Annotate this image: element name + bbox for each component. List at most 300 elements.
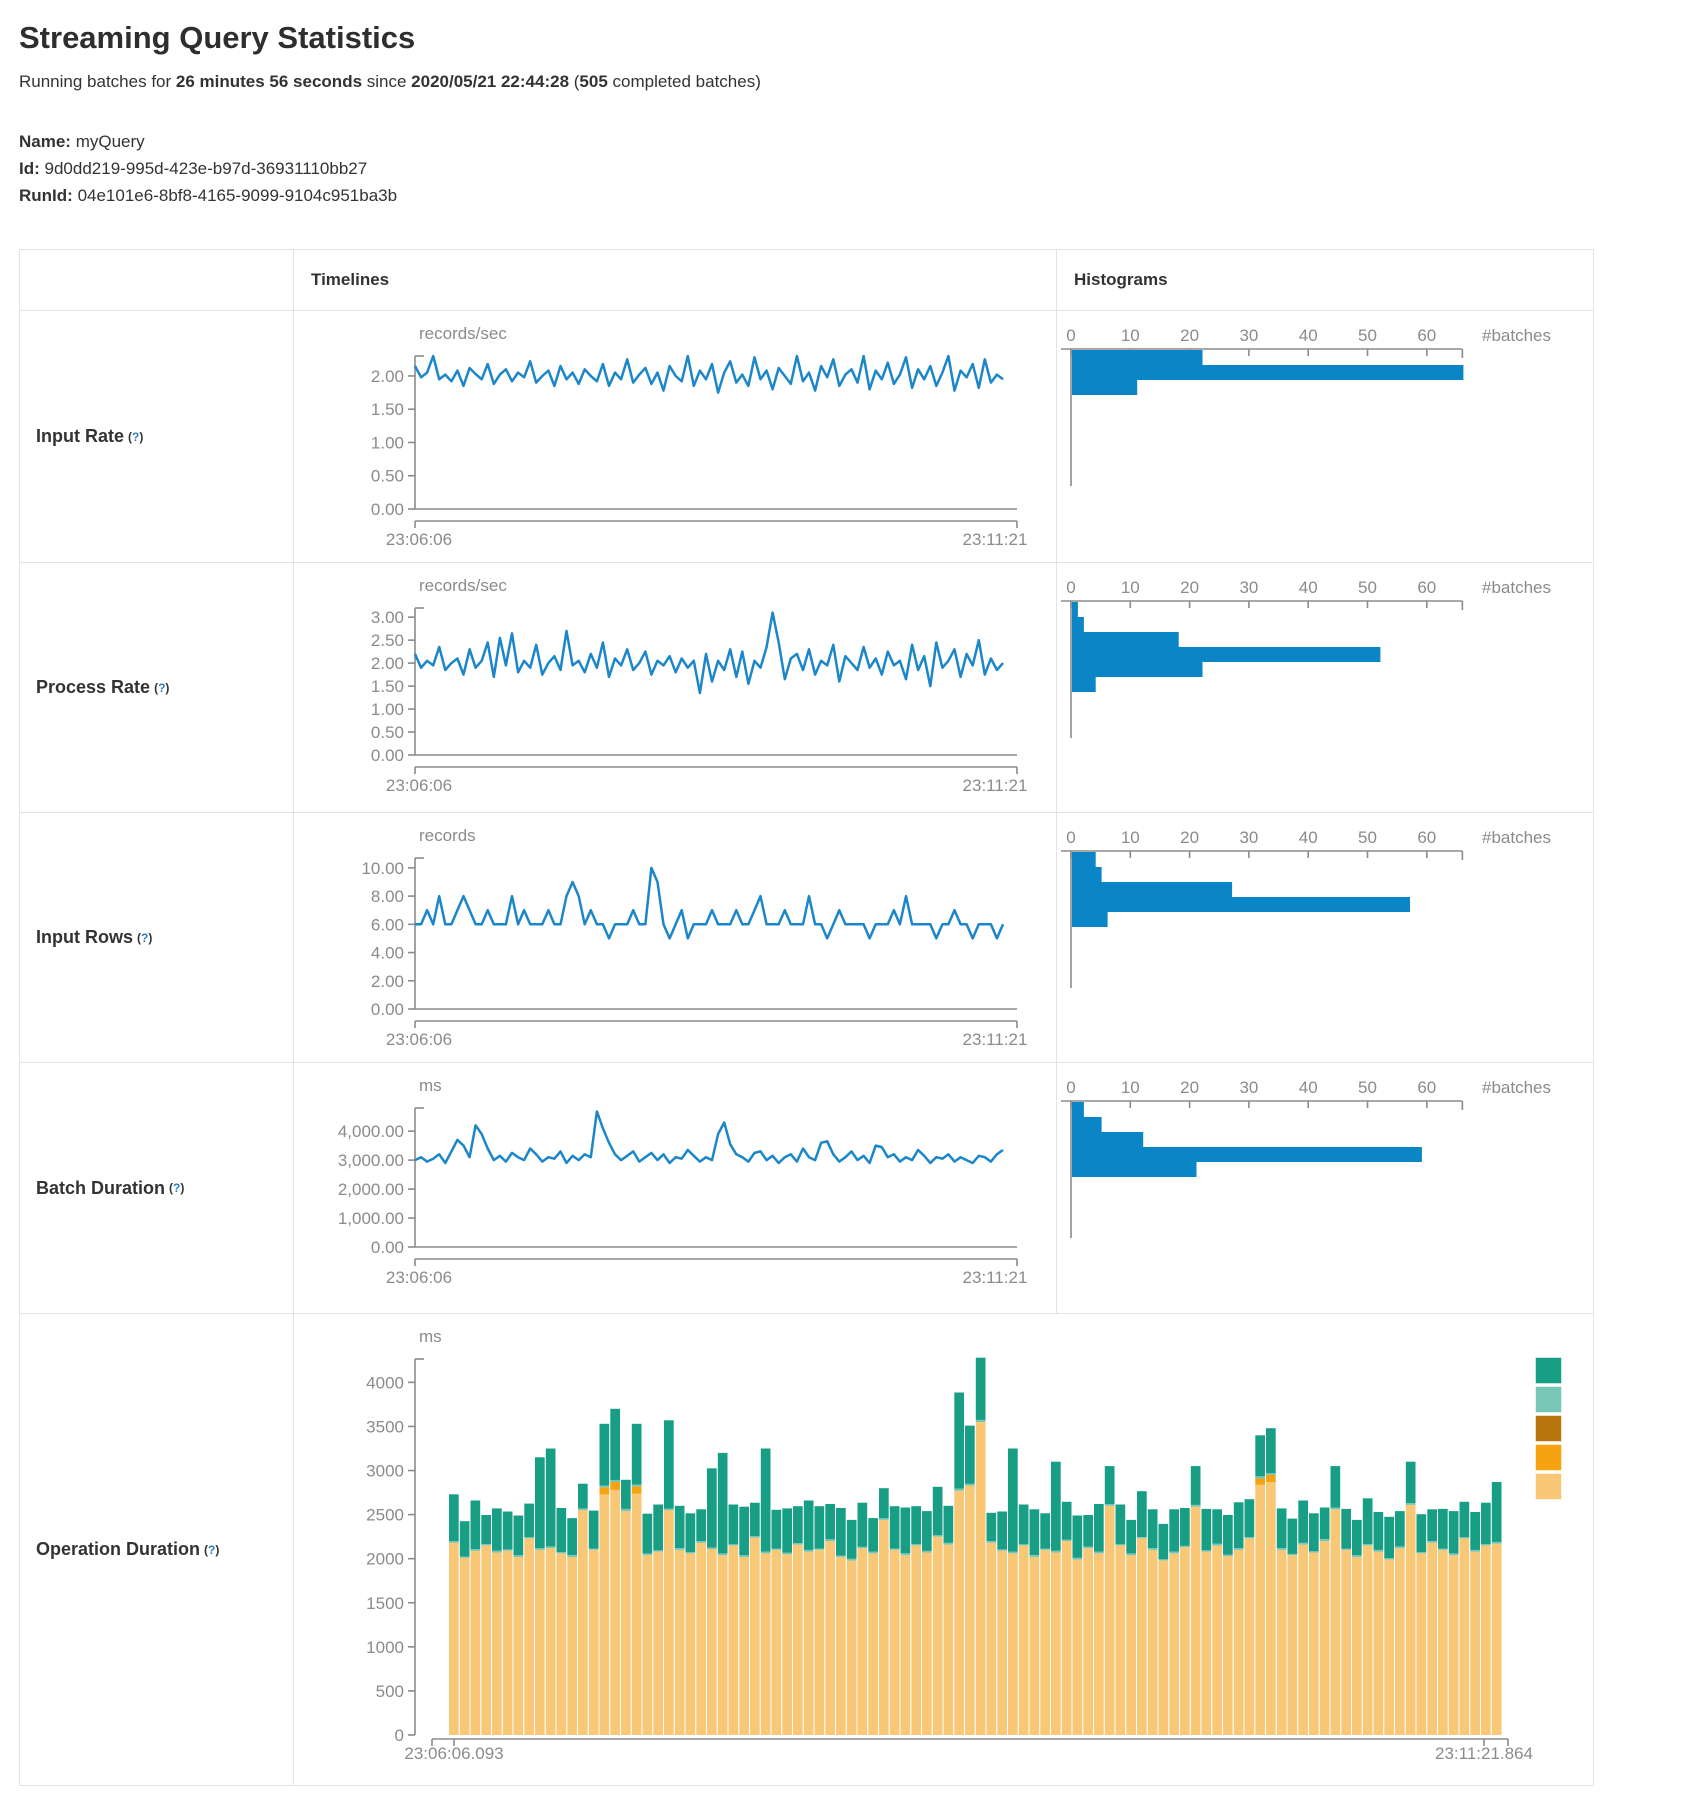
input-rate-timeline-chart — [294, 311, 1056, 562]
stacked-bar-segment — [922, 1511, 932, 1551]
stacked-bar-segment — [1331, 1509, 1341, 1735]
stacked-bar-segment — [492, 1551, 502, 1553]
svg-text:2.50: 2.50 — [370, 631, 404, 651]
svg-text:#batches: #batches — [1482, 828, 1551, 847]
stacked-bar-segment — [1255, 1479, 1265, 1485]
stacked-bar-segment — [1051, 1462, 1061, 1551]
timeline-line — [415, 356, 1003, 393]
stacked-bar-segment — [901, 1555, 911, 1735]
stacked-bar-segment — [1148, 1509, 1158, 1548]
stacked-bar-segment — [1051, 1551, 1061, 1553]
stacked-bar-segment — [449, 1543, 459, 1735]
stacked-bar-segment — [1427, 1543, 1437, 1735]
svg-text:records/sec: records/sec — [419, 324, 507, 343]
stacked-bar-segment — [1395, 1546, 1405, 1548]
stacked-bar-segment — [847, 1560, 857, 1735]
query-runid-label: RunId: — [19, 186, 73, 205]
stacked-bar-segment — [1266, 1473, 1276, 1475]
svg-text:0: 0 — [394, 1726, 404, 1745]
stacked-bar-segment — [610, 1482, 620, 1490]
stacked-bar-segment — [1137, 1491, 1147, 1537]
stacked-bar-segment — [836, 1508, 846, 1556]
stacked-bar-segment — [514, 1557, 524, 1735]
stacked-bar-segment — [944, 1543, 954, 1545]
stacked-bar-segment — [1212, 1509, 1222, 1543]
svg-text:60: 60 — [1417, 578, 1437, 597]
stacked-bar-segment — [1169, 1553, 1179, 1735]
stacked-bar-segment — [653, 1552, 663, 1735]
stacked-bar-segment — [589, 1550, 599, 1735]
stacked-bar-segment — [739, 1555, 749, 1557]
stacked-bar-segment — [1363, 1544, 1373, 1545]
stacked-bar-segment — [481, 1546, 491, 1736]
svg-text:0.00: 0.00 — [370, 746, 404, 765]
stacked-bar-segment — [1438, 1549, 1448, 1550]
batches-open: ( — [569, 72, 580, 91]
batch-duration-timeline-chart — [294, 1063, 1056, 1313]
svg-text:30: 30 — [1239, 828, 1259, 847]
query-name-line — [19, 128, 1693, 155]
svg-text:23:06:06: 23:06:06 — [385, 1268, 453, 1287]
svg-text:50: 50 — [1358, 326, 1377, 345]
stacked-bar-segment — [1341, 1550, 1351, 1735]
stacked-bar-segment — [1212, 1544, 1222, 1546]
stacked-bar-segment — [1331, 1466, 1341, 1507]
stacked-bar-segment — [1105, 1504, 1115, 1506]
svg-text:0: 0 — [1066, 828, 1076, 847]
svg-text:2.00: 2.00 — [370, 366, 404, 386]
stacked-bar-segment — [1040, 1549, 1050, 1550]
histogram-bar — [1072, 632, 1179, 647]
stacked-bar-segment — [1341, 1509, 1351, 1549]
stacked-bar-segment — [1202, 1509, 1212, 1550]
stacked-bar-segment — [976, 1358, 986, 1420]
stacked-bar-segment — [1288, 1555, 1298, 1735]
stacked-bar-segment — [815, 1549, 825, 1550]
stacked-bar-segment — [1030, 1555, 1040, 1557]
stacked-bar-segment — [1105, 1506, 1115, 1735]
stacked-bar-segment — [793, 1543, 803, 1544]
stacked-bar-segment — [922, 1551, 932, 1553]
stacked-bar-segment — [858, 1548, 868, 1735]
svg-text:60: 60 — [1417, 326, 1437, 345]
stacked-bar-segment — [1438, 1550, 1448, 1735]
svg-text:2000: 2000 — [366, 1549, 404, 1569]
stacked-bar-segment — [546, 1449, 556, 1547]
stacked-bar-segment — [1202, 1550, 1212, 1551]
stacked-bar-segment — [997, 1512, 1007, 1550]
stacked-bar-segment — [911, 1546, 921, 1736]
histogram-bar — [1072, 1162, 1197, 1177]
stacked-bar-segment — [922, 1553, 932, 1736]
stacked-bar-segment — [600, 1486, 610, 1488]
stacked-bar-segment — [653, 1550, 663, 1551]
histogram-bar — [1072, 647, 1380, 662]
timeline-line — [415, 1112, 1003, 1164]
stacked-bar-segment — [1417, 1553, 1427, 1735]
column-header-empty — [20, 250, 293, 310]
stacked-bar-segment — [1116, 1546, 1126, 1736]
svg-text:3.00: 3.00 — [370, 608, 404, 628]
stacked-bar-segment — [1331, 1508, 1341, 1510]
stacked-bar-segment — [471, 1551, 481, 1735]
stacked-bar-segment — [1159, 1524, 1169, 1559]
stacked-bar-segment — [1470, 1550, 1480, 1552]
timeline-line — [415, 868, 1003, 939]
svg-text:60: 60 — [1417, 828, 1437, 847]
stacked-bar-segment — [997, 1549, 1007, 1550]
legend-swatch — [1535, 1357, 1562, 1384]
stacked-bar-segment — [718, 1453, 728, 1554]
stacked-bar-segment — [1374, 1552, 1384, 1735]
svg-text:0: 0 — [1066, 326, 1076, 345]
stacked-bar-segment — [1008, 1552, 1018, 1554]
metric-label-input-rate: Input Rate (?) — [20, 310, 293, 562]
stacked-bar-segment — [1492, 1544, 1502, 1735]
stacked-bar-segment — [804, 1501, 814, 1550]
stacked-bar-segment — [578, 1510, 588, 1735]
stacked-bar-segment — [675, 1506, 685, 1548]
stacked-bar-segment — [847, 1559, 857, 1561]
stacked-bar-segment — [567, 1518, 577, 1555]
stacked-bar-segment — [836, 1557, 846, 1735]
stacked-bar-segment — [610, 1490, 620, 1735]
svg-text:records/sec: records/sec — [419, 576, 507, 595]
svg-text:1.50: 1.50 — [370, 677, 404, 697]
svg-text:23:06:06: 23:06:06 — [385, 1030, 453, 1049]
stacked-bar-segment — [1073, 1558, 1083, 1560]
running-duration: 26 minutes 56 seconds — [175, 72, 363, 91]
svg-text:0.00: 0.00 — [370, 1000, 404, 1019]
stacked-bar-segment — [557, 1553, 567, 1735]
stacked-bar-segment — [1245, 1538, 1255, 1735]
help-icon-process-rate[interactable]: (?) — [154, 680, 170, 695]
stacked-bar-segment — [535, 1457, 545, 1548]
stacked-bar-segment — [1363, 1498, 1373, 1544]
stacked-bar-segment — [1374, 1512, 1384, 1550]
stacked-bar-segment — [1245, 1537, 1255, 1538]
query-id-line — [19, 155, 1693, 182]
process-rate-timeline-cell — [293, 562, 1056, 812]
svg-text:0.00: 0.00 — [370, 500, 404, 519]
stacked-bar-segment — [1019, 1546, 1029, 1736]
svg-text:40: 40 — [1298, 1078, 1318, 1097]
svg-text:1500: 1500 — [366, 1593, 404, 1613]
stacked-bar-segment — [1040, 1513, 1050, 1548]
stacked-bar-segment — [868, 1553, 878, 1735]
stacked-bar-segment — [1105, 1466, 1115, 1504]
stacked-bar-segment — [987, 1513, 997, 1541]
stacked-bar-segment — [524, 1504, 534, 1538]
svg-text:20: 20 — [1180, 828, 1200, 847]
stacked-bar-segment — [1008, 1553, 1018, 1735]
svg-text:4,000.00: 4,000.00 — [337, 1122, 404, 1142]
stacked-bar-segment — [965, 1486, 975, 1736]
stacked-bar-segment — [1245, 1499, 1255, 1537]
histogram-bar — [1072, 852, 1096, 867]
svg-text:6.00: 6.00 — [370, 915, 404, 935]
svg-text:2.00: 2.00 — [370, 654, 404, 674]
stacked-bar-segment — [954, 1393, 964, 1489]
start-time: 2020/05/21 22:44:28 — [411, 72, 570, 91]
stacked-bar-segment — [1073, 1516, 1083, 1558]
stacked-bar-segment — [987, 1543, 997, 1735]
stacked-bar-segment — [696, 1509, 706, 1541]
stacked-bar-segment — [890, 1549, 900, 1550]
stacked-bar-segment — [718, 1553, 728, 1555]
stacked-bar-segment — [643, 1514, 653, 1554]
stacked-bar-segment — [868, 1518, 878, 1552]
stacked-bar-segment — [772, 1510, 782, 1549]
query-meta — [19, 128, 1693, 209]
stacked-bar-segment — [492, 1553, 502, 1736]
stacked-bar-segment — [503, 1512, 513, 1550]
stacked-bar-segment — [1212, 1546, 1222, 1736]
column-header-timelines: Timelines — [293, 250, 1056, 310]
stacked-bar-segment — [1180, 1508, 1190, 1546]
stacked-bar-segment — [1320, 1541, 1330, 1735]
histogram-bar — [1072, 867, 1102, 882]
stacked-bar-segment — [944, 1506, 954, 1543]
since-word: since — [362, 72, 412, 91]
stacked-bar-segment — [632, 1486, 642, 1493]
stacked-bar-segment — [514, 1516, 524, 1556]
histogram-bar — [1072, 1117, 1102, 1132]
stacked-bar-segment — [825, 1541, 835, 1735]
stacked-bar-segment — [1255, 1485, 1265, 1735]
stacked-bar-segment — [868, 1552, 878, 1554]
stacked-bar-segment — [782, 1508, 792, 1552]
stacked-bar-segment — [524, 1537, 534, 1538]
stacked-bar-segment — [954, 1489, 964, 1491]
stacked-bar-segment — [707, 1549, 717, 1735]
stacked-bar-segment — [1008, 1449, 1018, 1552]
svg-text:10: 10 — [1120, 578, 1140, 597]
svg-text:23:11:21: 23:11:21 — [962, 1030, 1028, 1049]
stacked-bar-segment — [578, 1484, 588, 1509]
stacked-bar-segment — [1159, 1560, 1169, 1735]
stacked-bar-segment — [879, 1520, 889, 1735]
stacked-bar-segment — [954, 1491, 964, 1735]
stacked-bar-segment — [1427, 1509, 1437, 1541]
stacked-bar-segment — [1481, 1546, 1491, 1736]
legend-swatch — [1535, 1415, 1562, 1442]
stacked-bar-segment — [1137, 1538, 1147, 1735]
svg-text:50: 50 — [1358, 578, 1377, 597]
query-name-label: Name: — [19, 132, 71, 151]
stacked-bar-segment — [1449, 1553, 1459, 1555]
stacked-bar-segment — [944, 1545, 954, 1735]
stacked-bar-segment — [901, 1553, 911, 1555]
operation-duration-stacked-chart — [294, 1314, 1593, 1785]
histogram-bar — [1072, 1132, 1143, 1147]
stacked-bar-segment — [1083, 1515, 1093, 1547]
stacked-bar-segment — [1094, 1552, 1104, 1554]
histogram-bar — [1072, 882, 1232, 897]
stacked-bar-segment — [1417, 1514, 1427, 1552]
stacked-bar-segment — [696, 1543, 706, 1735]
stacked-bar-segment — [481, 1515, 491, 1544]
metric-label-input-rows: Input Rows (?) — [20, 812, 293, 1062]
stacked-bar-segment — [686, 1553, 696, 1735]
stacked-bar-segment — [546, 1548, 556, 1735]
stacked-bar-segment — [600, 1424, 610, 1486]
stacked-bar-segment — [621, 1509, 631, 1511]
stacked-bar-segment — [1320, 1539, 1330, 1541]
svg-text:10: 10 — [1120, 828, 1140, 847]
metric-label-batch-duration: Batch Duration (?) — [20, 1062, 293, 1313]
svg-text:#batches: #batches — [1482, 1078, 1551, 1097]
process-rate-histogram-cell — [1056, 562, 1593, 812]
stacked-bar-segment — [750, 1536, 760, 1537]
stacked-bar-segment — [858, 1547, 868, 1548]
svg-text:3,000.00: 3,000.00 — [337, 1151, 404, 1171]
svg-text:ms: ms — [419, 1327, 442, 1346]
stacked-bar-segment — [976, 1422, 986, 1735]
stacked-bar-segment — [1062, 1502, 1072, 1540]
stacked-bar-segment — [600, 1487, 610, 1494]
stacked-bar-segment — [761, 1553, 771, 1735]
stacked-bar-segment — [503, 1549, 513, 1550]
stacked-bar-segment — [1191, 1507, 1201, 1735]
stacked-bar-segment — [825, 1504, 835, 1539]
stacked-bar-segment — [997, 1551, 1007, 1735]
svg-text:2,000.00: 2,000.00 — [337, 1180, 404, 1200]
stacked-bar-segment — [1352, 1520, 1362, 1555]
stacked-bar-segment — [1019, 1544, 1029, 1545]
svg-text:30: 30 — [1239, 1078, 1259, 1097]
histogram-bar — [1072, 1102, 1084, 1117]
help-icon-input-rows[interactable]: (?) — [137, 930, 153, 945]
svg-text:8.00: 8.00 — [370, 887, 404, 907]
stacked-bar-segment — [546, 1546, 556, 1548]
stacked-bar-segment — [1148, 1548, 1158, 1550]
stacked-bar-segment — [1481, 1544, 1491, 1545]
stacked-bar-segment — [1481, 1503, 1491, 1544]
stacked-bar-segment — [1051, 1553, 1061, 1736]
stacked-bar-segment — [1030, 1509, 1040, 1555]
stacked-bar-segment — [911, 1544, 921, 1545]
stacked-bar-segment — [1417, 1552, 1427, 1553]
query-id-value: 9d0dd219-995d-423e-b97d-36931110bb27 — [44, 159, 368, 178]
stacked-bar-segment — [653, 1505, 663, 1551]
histogram-bar — [1072, 602, 1078, 617]
help-icon-batch-duration[interactable]: (?) — [169, 1181, 185, 1195]
stacked-bar-segment — [1492, 1542, 1502, 1544]
stacked-bar-segment — [600, 1494, 610, 1735]
svg-text:4.00: 4.00 — [370, 943, 404, 963]
stacked-bar-segment — [1223, 1555, 1233, 1556]
stacked-bar-segment — [847, 1520, 857, 1559]
stacked-bar-segment — [621, 1480, 631, 1509]
input-rows-timeline-chart — [294, 813, 1056, 1062]
stacked-bar-segment — [804, 1552, 814, 1735]
histogram-bar — [1072, 662, 1203, 677]
stacked-bar-segment — [578, 1508, 588, 1510]
stacked-bar-segment — [987, 1541, 997, 1543]
stacked-bar-segment — [933, 1487, 943, 1536]
stacked-bar-segment — [1116, 1505, 1126, 1545]
stacked-bar-segment — [1320, 1508, 1330, 1540]
stacked-bar-segment — [879, 1518, 889, 1520]
svg-text:40: 40 — [1298, 828, 1318, 847]
stacked-bar-segment — [664, 1510, 674, 1735]
batch-duration-timeline-cell — [293, 1062, 1056, 1313]
running-prefix: Running batches for — [19, 72, 176, 91]
svg-text:23:06:06: 23:06:06 — [385, 530, 453, 549]
batch-duration-histogram-cell — [1056, 1062, 1593, 1313]
svg-text:2.00: 2.00 — [370, 971, 404, 991]
timeline-line — [415, 613, 1003, 693]
completed-batches-count: 505 — [579, 72, 608, 91]
svg-text:10: 10 — [1120, 326, 1140, 345]
svg-text:23:11:21: 23:11:21 — [962, 1268, 1028, 1287]
stacked-bar-segment — [1180, 1546, 1190, 1547]
stacked-bar-segment — [965, 1484, 975, 1486]
stacked-bar-segment — [782, 1554, 792, 1735]
stacked-bar-segment — [1126, 1555, 1136, 1735]
help-icon-operation-duration[interactable]: (?) — [204, 1542, 220, 1557]
stacked-bar-segment — [1470, 1512, 1480, 1550]
stacked-bar-segment — [836, 1556, 846, 1557]
operation-duration-cell — [293, 1313, 1593, 1785]
stacked-bar-segment — [1352, 1557, 1362, 1735]
stacked-bar-segment — [1406, 1503, 1416, 1505]
stacked-bar-segment — [1223, 1556, 1233, 1735]
stacked-bar-segment — [761, 1449, 771, 1552]
stacked-bar-segment — [1309, 1513, 1319, 1551]
stacked-bar-segment — [890, 1506, 900, 1548]
stacked-bar-segment — [1126, 1520, 1136, 1554]
stacked-bar-segment — [567, 1555, 577, 1557]
stacked-bar-segment — [1169, 1552, 1179, 1554]
stacked-bar-segment — [1298, 1543, 1308, 1545]
stacked-bar-segment — [535, 1548, 545, 1550]
svg-text:1000: 1000 — [366, 1637, 404, 1657]
stacked-bar-segment — [1288, 1554, 1298, 1555]
stacked-bar-segment — [1191, 1505, 1201, 1507]
svg-text:60: 60 — [1417, 1078, 1437, 1097]
stacked-bar-segment — [707, 1468, 717, 1547]
stacked-bar-segment — [664, 1508, 674, 1510]
stacked-bar-segment — [664, 1420, 674, 1508]
histogram-bar — [1072, 350, 1203, 365]
stacked-bar-segment — [471, 1501, 481, 1550]
histogram-bar — [1072, 677, 1096, 692]
query-runid-line — [19, 182, 1693, 209]
stacked-bar-segment — [1406, 1462, 1416, 1503]
help-icon-input-rate[interactable]: (?) — [128, 429, 144, 444]
stacked-bar-segment — [879, 1488, 889, 1518]
svg-text:0.50: 0.50 — [370, 723, 404, 743]
stacked-bar-segment — [772, 1550, 782, 1735]
svg-text:#batches: #batches — [1482, 578, 1551, 597]
input-rate-timeline-cell — [293, 310, 1056, 562]
stacked-bar-segment — [1159, 1559, 1169, 1560]
stacked-bar-segment — [1266, 1482, 1276, 1735]
stacked-bar-segment — [858, 1503, 868, 1547]
svg-text:4000: 4000 — [366, 1373, 404, 1393]
stacked-bar-segment — [449, 1541, 459, 1543]
stacked-bar-segment — [1460, 1537, 1470, 1538]
stacked-bar-segment — [1266, 1475, 1276, 1482]
stacked-bar-segment — [1191, 1466, 1201, 1505]
stacked-bar-segment — [782, 1553, 792, 1555]
stacked-bar-segment — [1363, 1546, 1373, 1736]
stacked-bar-segment — [481, 1544, 491, 1545]
svg-text:30: 30 — [1239, 578, 1259, 597]
stacked-bar-segment — [933, 1535, 943, 1536]
